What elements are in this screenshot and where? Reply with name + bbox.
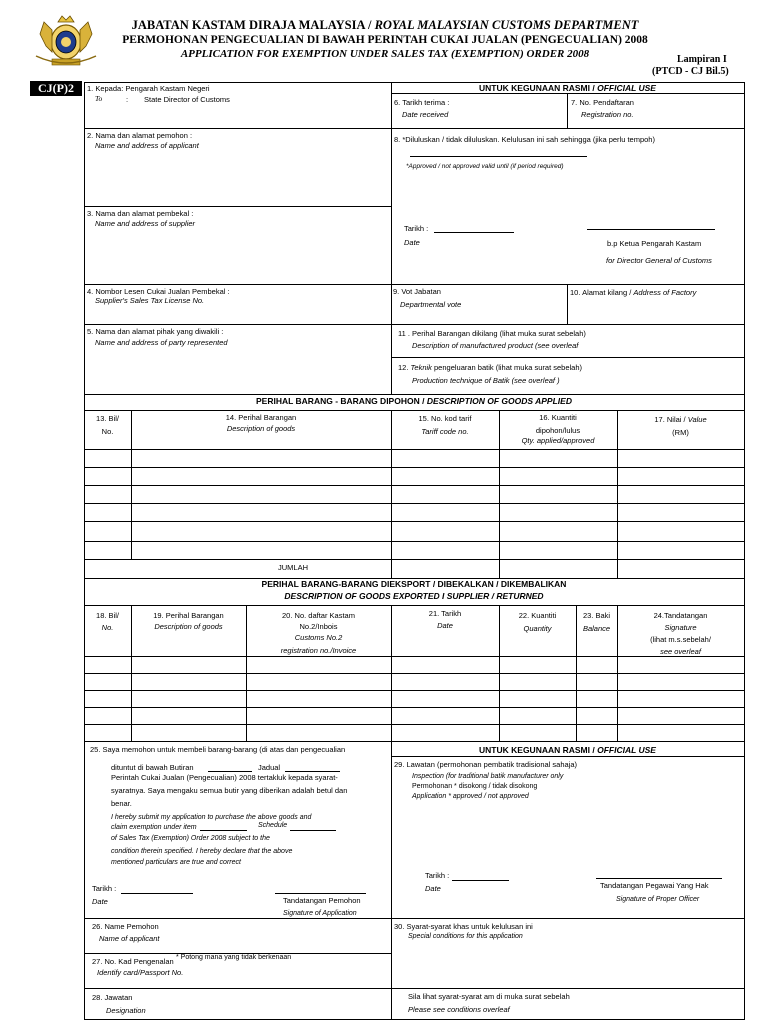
decl-line2a: dituntut di bawah Butiran — [111, 763, 194, 772]
lampiran-label: Lampiran I — [677, 54, 727, 65]
officer-signature-label-en: Signature of Proper Officer — [616, 896, 700, 903]
field-9-label-en: Departmental vote — [400, 300, 462, 309]
item-input[interactable] — [200, 830, 247, 831]
applicant-signature-label-en: Signature of Application — [283, 910, 357, 917]
bp-director-label: b.p Ketua Pengarah Kastam — [607, 239, 702, 248]
form-code-badge: CJ(P)2 — [30, 81, 82, 96]
decl-en-2a: claim exemption under item — [111, 824, 197, 831]
royal-customs-crest-logo — [30, 12, 102, 70]
decl-line3: Perintah Cukai Jualan (Pengecualian) 2008 tertakluk kepada syarat- — [111, 773, 338, 782]
field-1-colon: : — [126, 95, 129, 104]
field-7-label: 7. No. Pendaftaran — [571, 98, 634, 107]
field-4-label-en: Supplier's Sales Tax License No. — [95, 296, 205, 305]
field-5-label-en: Name and address of party represented — [95, 338, 228, 347]
jadual-input[interactable] — [285, 771, 340, 772]
col-22-header: 22. Kuantiti — [518, 611, 557, 620]
exported-title: PERIHAL BARANG-BARANG DIEKSPORT / DIBEKALKAN / DIKEMBALIKAN — [261, 579, 567, 589]
col-14-header-en: Description of goods — [226, 424, 296, 433]
col-22-header-en: Quantity — [523, 624, 552, 633]
col-24-header: 24.Tandatangan — [653, 611, 708, 620]
approval-signature-line[interactable] — [587, 229, 715, 230]
field-6-label: 6. Tarikh terima : — [394, 98, 450, 107]
field-2-label-en: Name and address of applicant — [95, 141, 199, 150]
field-8-date-label-en: Date — [404, 238, 420, 247]
field-27-label-en: Identify card/Passport No. — [97, 968, 184, 977]
applicant-name-address-input[interactable] — [86, 152, 388, 204]
party-represented-input[interactable] — [86, 349, 388, 392]
col-19-header-en: Description of goods — [154, 622, 223, 631]
form-title-malay: PERMOHONAN PENGECUALIAN DI BAWAH PERINTAH CUKAI JUALAN (PENGECUALIAN) 2008 — [122, 34, 648, 46]
col-24-header-en: Signature — [664, 623, 697, 632]
field-3-label: 3. Nama dan alamat pembekal : — [87, 209, 194, 218]
decl-line4: syaratnya. Saya mengaku semua butir yang diberikan adalah betul dan — [111, 786, 348, 795]
col-21-header-en: Date — [437, 621, 453, 630]
col-21-header: 21. Tarikh — [428, 609, 462, 618]
field-8-date-label: Tarikh : — [404, 224, 429, 233]
department-title: JABATAN KASTAM DIRAJA MALAYSIA / ROYAL MALAYSIAN CUSTOMS DEPARTMENT — [131, 18, 639, 32]
col-16-header: 16. Kuantiti — [539, 413, 577, 422]
ptcd-ref: (PTCD - CJ Bil.5) — [652, 66, 729, 77]
col-15-header-en: Tariff code no. — [421, 427, 469, 436]
decl-en-1: I hereby submit my application to purchase the above goods and — [111, 814, 312, 821]
field-1-value: State Director of Customs — [144, 95, 230, 104]
col-20-header: 20. No. daftar Kastam — [282, 611, 355, 620]
field-2-label: 2. Nama dan alamat pemohon : — [87, 131, 193, 140]
bp-director-label-en: for Director General of Customs — [606, 256, 712, 265]
field-29-label-en: Inspection (for traditional batik manufacturer only — [412, 773, 564, 780]
col-24-header-en2: see overleaf — [660, 647, 701, 656]
applicant-signature-label: Tandatangan Pemohon — [283, 896, 361, 905]
col-23-header-en: Balance — [582, 624, 611, 633]
field-4-label: 4. Nombor Lesen Cukai Jualan Pembekal : — [87, 287, 230, 296]
field-5-label: 5. Nama dan alamat pihak yang diwakili : — [87, 327, 224, 336]
decl-date-label: Tarikh : — [92, 884, 117, 893]
approval-date-input[interactable] — [434, 232, 514, 233]
officer-signature-label: Tandatangan Pegawai Yang Hak — [600, 881, 709, 890]
field-9-label: 9. Vot Jabatan — [393, 287, 441, 296]
supplier-name-address-input[interactable] — [86, 230, 388, 282]
goods-applied-rows[interactable] — [132, 450, 390, 540]
col-20-header-b: No.2/Inbois — [299, 622, 338, 631]
col-15-header: 15. No. kod tarif — [418, 414, 472, 423]
officer-date-input[interactable] — [452, 880, 509, 881]
field-8-label-en: *Approved / not approved valid until (if period required) — [406, 163, 564, 170]
col-16-header-b: dipohon/lulus — [535, 426, 581, 435]
schedule-input[interactable] — [290, 830, 336, 831]
field-10-label: 10. Alamat kilang / Address of Factory — [570, 288, 697, 297]
butiran-input[interactable] — [208, 771, 252, 772]
col-18-header: 18. Bil/ — [96, 611, 119, 620]
decl-en-5: mentioned particulars are true and correct — [111, 859, 241, 866]
decl-line5: benar. — [111, 799, 132, 808]
col-13-header: 13. Bil/ — [96, 414, 119, 423]
field-11-label: 11 . Perihal Barangan dikilang (lihat muka surat sebelah) — [398, 329, 586, 338]
col-13-header-en: No. — [101, 427, 114, 436]
col-19-header: 19. Perihal Barangan — [153, 611, 224, 620]
field-28-label: 28. Jawatan — [92, 993, 133, 1002]
official-use-header-2: UNTUK KEGUNAAN RASMI / OFFICIAL USE — [479, 745, 656, 755]
decl-date-label-en: Date — [92, 897, 108, 906]
goods-applied-title: PERIHAL BARANG - BARANG DIPOHON / DESCRIPTION OF GOODS APPLIED — [256, 396, 572, 406]
exported-rows[interactable] — [85, 657, 743, 740]
special-conditions-input[interactable] — [393, 943, 742, 986]
col-16-header-en: Qty. applied/approved — [521, 436, 595, 445]
decl-en-3: of Sales Tax (Exemption) Order 2008 subject to the — [111, 835, 270, 842]
field-1-label: 1. Kepada: Pengarah Kastam Negeri — [87, 84, 210, 93]
general-conditions-note-en: Please see conditions overleaf — [408, 1005, 510, 1014]
col-20-header-en: Customs No.2 — [294, 633, 343, 642]
field-25-label: 25. Saya memohon untuk membeli barang-barang (di atas dan pengecualian — [90, 745, 346, 754]
decl-en-4: condition therein specified. I hereby declare that the above — [111, 848, 293, 855]
field-1-input[interactable] — [86, 106, 388, 126]
field-8-label: 8. *Diluluskan / tidak diluluskan. Kelulusan ini sah sehingga (jika perlu tempoh) — [394, 135, 655, 144]
field-12-label-en: Production technique of Batik (see overleaf ) — [412, 376, 560, 385]
total-value-input[interactable] — [618, 560, 743, 577]
col-17-header-unit: (RM) — [672, 428, 689, 437]
officer-signature-line[interactable] — [596, 878, 722, 879]
general-conditions-note: Sila lihat syarat-syarat am di muka surat sebelah — [408, 992, 570, 1001]
field-29-support-en: Application * approved / not approved — [412, 793, 529, 800]
field-26-label: 26. Name Pemohon — [92, 922, 159, 931]
field-30-label: 30. Syarat-syarat khas untuk kelulusan ini — [394, 922, 533, 931]
field-27-label: 27. No. Kad Pengenalan — [92, 957, 174, 966]
field-3-label-en: Name and address of supplier — [95, 219, 196, 228]
officer-date-label-en: Date — [425, 884, 441, 893]
field-29-support: Permohonan * disokong / tidak disokong — [412, 783, 538, 790]
form-title-english: APPLICATION FOR EXEMPTION UNDER SALES TAX (EXEMPTION) ORDER 2008 — [180, 48, 590, 60]
field-27-note: * Potong mana yang tidak berkenaan — [176, 954, 292, 961]
officer-date-label: Tarikh : — [425, 871, 450, 880]
col-17-header: 17. Nilai / Value — [654, 415, 707, 424]
supplier-license-input[interactable] — [86, 306, 388, 322]
decl-en-2b: Schedule — [258, 822, 288, 829]
field-28-label-en: Designation — [106, 1006, 146, 1015]
col-14-header: 14. Perihal Barangan — [225, 413, 297, 422]
field-12-label: 12. Teknik pengeluaran batik (lihat muka surat sebelah) — [398, 363, 583, 372]
field-1-to: To — [95, 94, 103, 103]
applicant-date-input[interactable] — [121, 893, 193, 894]
field-29-label: 29. Lawatan (permohonan pembatik tradisional sahaja) — [394, 760, 578, 769]
field-7-label-en: Registration no. — [581, 110, 634, 119]
exported-title-en: DESCRIPTION OF GOODS EXPORTED I SUPPLIER / RETURNED — [284, 591, 544, 601]
official-use-header: UNTUK KEGUNAAN RASMI / OFFICIAL USE — [479, 83, 656, 93]
applicant-signature-line[interactable] — [275, 893, 366, 894]
col-18-header-en: No. — [101, 623, 114, 632]
col-23-header: 23. Baki — [582, 611, 611, 620]
field-6-label-en: Date received — [402, 110, 449, 119]
col-24-header-b: (lihat m.s.sebelah/ — [650, 635, 711, 644]
field-30-label-en: Special conditions for this application — [408, 933, 523, 940]
field-11-label-en: Description of manufactured product (see overleaf — [412, 341, 579, 350]
col-20-header-en2: registration no./Invoice — [280, 646, 357, 655]
decl-line2b: Jadual — [258, 763, 281, 772]
field-26-label-en: Name of applicant — [99, 934, 160, 943]
jumlah-label: JUMLAH — [278, 563, 309, 572]
